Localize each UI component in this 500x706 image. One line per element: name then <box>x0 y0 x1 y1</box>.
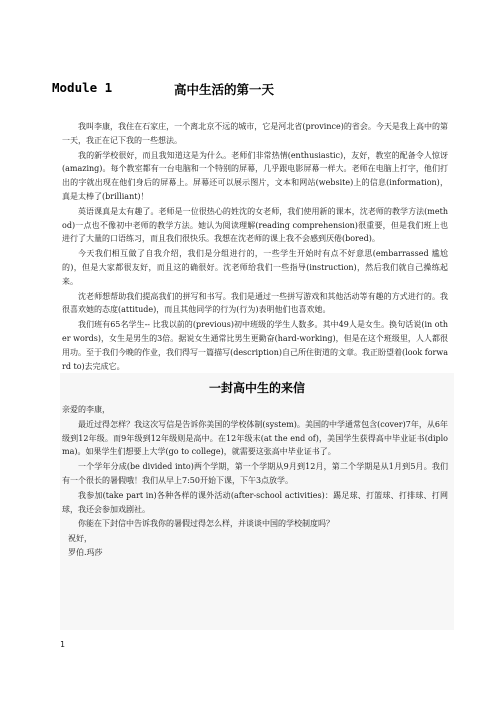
module-label: Module 1 <box>52 80 113 95</box>
letter-paragraph-1: 最近过得怎样？我这次写信是告诉你美国的学校体制(system)。美国的中学通常包含(cover)7年，从6年级到12年级。而9年级到12年级则是高中。在12年级末(at the end of)，美国学生获得高中毕业证书(diploma)。如果学生们想要上大学(go to college)，就需要这张高中毕业证书了。 <box>62 419 448 457</box>
letter-closing: 祝好， <box>68 534 92 544</box>
letter-body <box>62 403 448 560</box>
passage-paragraph-6: 我们班有65名学生-- 比我以前的(previous)初中班级的学生人数多。其中49人是女生。换句话说(in other words)，女生是男生的3倍。据说女生通常比男生更勤奋(hard-working)，但是在这个班级里，人人都很用功。至于我们今晚的作业，我们得写一篇描写(description)自己所住街道的文章。我正盼望着(look forward to)去完成它。 <box>62 320 448 371</box>
passage-paragraph-4: 今天我们相互做了自我介绍，我们是分组进行的，一些学生开始时有点不好意思(embarrassed 尴尬的)，但是大家都很友好，而且这的确很好。沈老师给我们一些指导(instruction)，然后我们就自己操练起来。 <box>62 249 448 286</box>
letter-paragraph-2: 一个学年分成(be divided into)两个学期，第一个学期从9月到12月，第二个学期是从1月到5月。我们有一个很长的暑假哦！我们从早上7:50开始下课，下午3点放学。 <box>62 462 448 485</box>
letter-salutation: 亲爱的李康， <box>62 405 110 414</box>
letter-paragraph-4: 你能在下封信中告诉我你的暑假过得怎么样，并谈谈中国的学校制度吗？ <box>78 519 334 529</box>
page-number: 1 <box>60 640 65 649</box>
reading-passage <box>62 120 448 374</box>
passage-paragraph-1: 我叫李康，我住在石家庄，一个离北京不远的城市，它是河北省(province)的省会。今天是我上高中的第一天，我正在记下我的一些想法。 <box>62 122 448 145</box>
passage-paragraph-2: 我的新学校很好，而且我知道这是为什么。老师们非常热情(enthusiastic)，友好，教室的配备令人惊讶(amazing)。每个教室都有一台电脑和一个特别的屏幕，几乎跟电影屏幕一样大。老师在电脑上打字，他们打出的字就出现在他们身后的屏幕上。屏幕还可以展示图片，文本和网站(website)上的信息(information)，真是太棒了(brilliant)！ <box>62 150 448 201</box>
letter-signature: 罗伯.玛莎 <box>68 547 103 557</box>
letter-title: 一封高中生的来信 <box>208 381 305 395</box>
module-header <box>52 80 452 96</box>
passage-paragraph-3: 英语课真是太有趣了。老师是一位很热心的姓沈的女老师，我们使用新的课本，沈老师的教学方法(method)一点也不像初中老师的教学方法。她认为阅读理解(reading comprehension)很重要，但是我们班上也进行了大量的口语练习，而且我们很快乐。我想在沈老师的课上我不会感到厌倦(bored)。 <box>62 206 448 244</box>
module-title: 高中生活的第一天 <box>174 82 275 97</box>
passage-paragraph-5: 沈老师想帮助我们提高我们的拼写和书写。我们是通过一些拼写游戏和其他活动等有趣的方式进行的。我很喜欢她的态度(attitude)，而且其他同学的行为(行为)表明他们也喜欢她。 <box>62 291 448 315</box>
letter-paragraph-3: 我参加(take part in)各种各样的课外活动(after-school activities)：踢足球、打篮球、打排球、打网球，我还会参加戏剧社。 <box>62 490 448 514</box>
letter-section <box>60 373 454 630</box>
